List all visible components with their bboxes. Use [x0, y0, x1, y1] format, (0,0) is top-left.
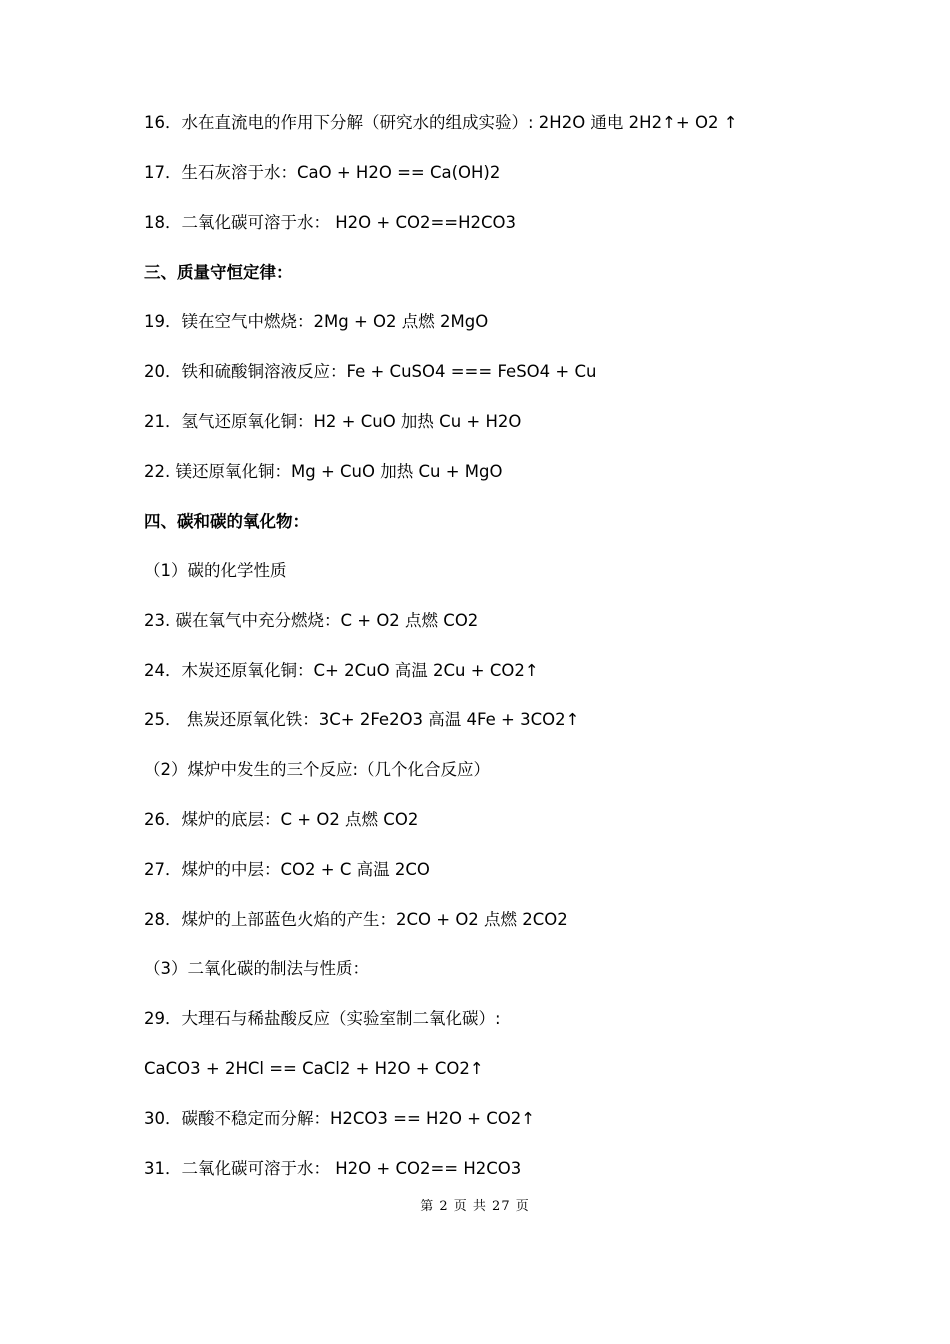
equation-line-25: 25． 焦炭还原氧化铁：3C+ 2Fe2O3 高温 4Fe + 3CO2↑ [144, 710, 580, 729]
equation-line-23: 23. 碳在氧气中充分燃烧：C + O2 点燃 CO2 [144, 611, 479, 630]
equation-line-20: 20．铁和硫酸铜溶液反应：Fe + CuSO4 === FeSO4 + Cu [144, 362, 597, 381]
subheading-carbon-chemical-properties: （1）碳的化学性质 [144, 561, 287, 580]
section-heading-mass-conservation: 三、质量守恒定律： [144, 263, 293, 282]
equation-line-19: 19．镁在空气中燃烧：2Mg + O2 点燃 2MgO [144, 312, 489, 331]
subheading-co2-preparation: （3）二氧化碳的制法与性质： [144, 959, 369, 978]
subheading-coal-stove-reactions: （2）煤炉中发生的三个反应:（几个化合反应） [144, 760, 491, 779]
equation-line-24: 24．木炭还原氧化铜：C+ 2CuO 高温 2Cu + CO2↑ [144, 661, 539, 680]
equation-line-30: 30．碳酸不稳定而分解：H2CO3 == H2O + CO2↑ [144, 1109, 536, 1128]
equation-line-27: 27．煤炉的中层：CO2 + C 高温 2CO [144, 860, 430, 879]
equation-line-18: 18．二氧化碳可溶于水： H2O + CO2==H2CO3 [144, 213, 517, 232]
equation-line-29: 29．大理石与稀盐酸反应（实验室制二氧化碳）: [144, 1009, 501, 1028]
equation-line-16: 16．水在直流电的作用下分解（研究水的组成实验）: 2H2O 通电 2H2↑+ O2 ↑ [144, 113, 738, 132]
equation-line-28: 28．煤炉的上部蓝色火焰的产生：2CO + O2 点燃 2CO2 [144, 910, 568, 929]
equation-line-17: 17．生石灰溶于水：CaO + H2O == Ca(OH)2 [144, 163, 501, 182]
equation-line-31: 31．二氧化碳可溶于水： H2O + CO2== H2CO3 [144, 1159, 522, 1178]
equation-line-22: 22. 镁还原氧化铜：Mg + CuO 加热 Cu + MgO [144, 462, 503, 481]
equation-line-29-formula: CaCO3 + 2HCl == CaCl2 + H2O + CO2↑ [144, 1059, 484, 1078]
section-heading-carbon-oxides: 四、碳和碳的氧化物： [144, 512, 309, 531]
page-number-footer: 第 2 页 共 27 页 [420, 1199, 530, 1214]
equation-line-21: 21．氢气还原氧化铜：H2 + CuO 加热 Cu + H2O [144, 412, 522, 431]
equation-line-26: 26．煤炉的底层：C + O2 点燃 CO2 [144, 810, 419, 829]
